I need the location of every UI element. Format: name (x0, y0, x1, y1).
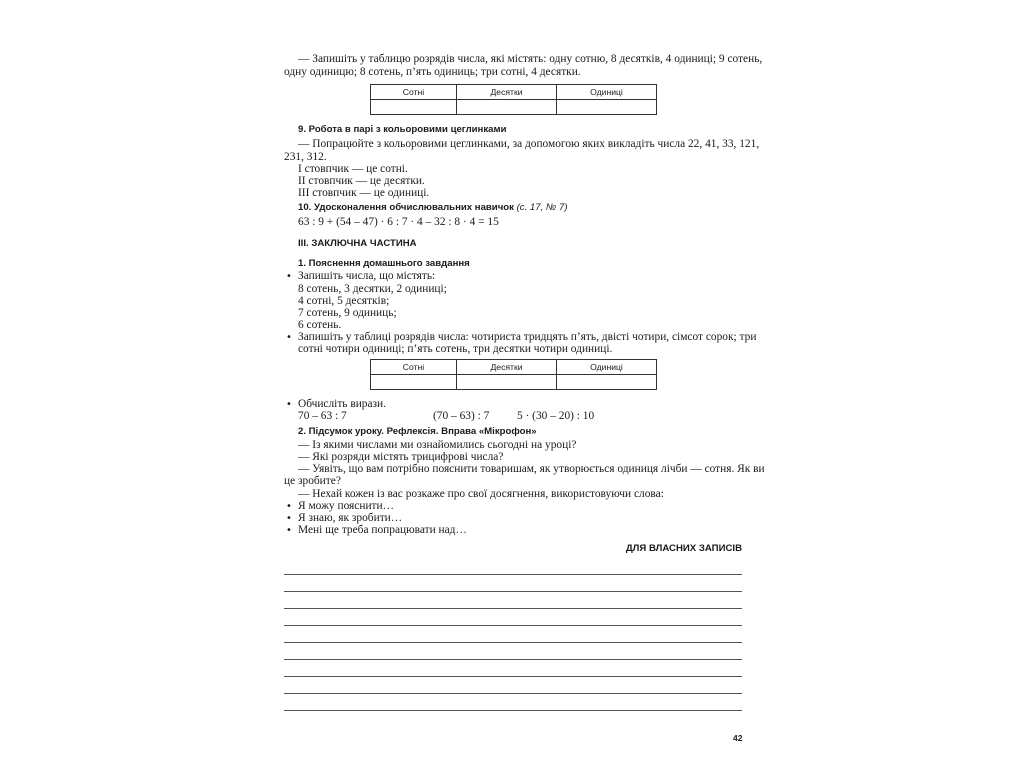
place-value-table-1 (370, 84, 657, 115)
expression-2: (70 – 63) : 7 (433, 410, 490, 422)
writing-line (284, 608, 742, 609)
writing-line (284, 710, 742, 711)
homework-bullet-1: Запишіть числа, що містять: (298, 270, 436, 282)
part-3-heading: ІІІ. ЗАКЛЮЧНА ЧАСТИНА (298, 238, 417, 249)
homework-bullet-2-line-2: сотні чотири одиниці; п’ять сотень, три десятки чотири одиниці. (298, 343, 613, 355)
writing-line (284, 642, 742, 643)
expression-3: 5 · (30 – 20) : 10 (517, 410, 595, 422)
table-cell (457, 375, 557, 390)
column-units-text: ІІІ стовпчик — це одиниці. (298, 187, 430, 199)
bullet-icon: • (286, 501, 292, 512)
bullet-icon: • (286, 271, 292, 282)
table-header-units: Одиниці (557, 360, 657, 375)
homework-item-2: 4 сотні, 5 десятків; (298, 295, 390, 307)
table-cell (557, 100, 657, 115)
column-hundreds-text: І стовпчик — це сотні. (298, 163, 408, 175)
section-10-reference: (с. 17, № 7) (516, 202, 568, 213)
summary-phrase-2: Я знаю, як зробити… (298, 512, 403, 524)
homework-heading: 1. Пояснення домашнього завдання (298, 258, 470, 269)
bullet-icon: • (286, 332, 292, 343)
writing-line (284, 625, 742, 626)
table-cell (371, 375, 457, 390)
table-cell (371, 100, 457, 115)
homework-item-3: 7 сотень, 9 одиниць; (298, 307, 397, 319)
summary-question-1: — Із якими числами ми ознайомились сьогодні на уроці? (298, 439, 577, 451)
expression-1: 70 – 63 : 7 (298, 410, 347, 422)
writing-line (284, 676, 742, 677)
bullet-icon: • (286, 525, 292, 536)
summary-heading: 2. Підсумок уроку. Рефлексія. Вправа «Мікрофон» (298, 426, 537, 437)
table-cell (557, 375, 657, 390)
summary-question-4: — Нехай кожен із вас розкаже про свої досягнення, використовуючи слова: (298, 488, 664, 500)
table-header-hundreds: Сотні (371, 360, 457, 375)
homework-bullet-2-line-1: Запишіть у таблиці розрядів числа: чотириста тридцять п’ять, двісті чотири, сімсот сорок; три (298, 331, 757, 343)
summary-phrase-1: Я можу пояснити… (298, 500, 395, 512)
section-10-title: 10. Удосконалення обчислювальних навичок (298, 202, 514, 213)
intro-line-2: одну одиницю; 8 сотень, п’ять одиниць; три сотні, 4 десятки. (284, 66, 581, 78)
table-header-units: Одиниці (557, 85, 657, 100)
section-9-line-2: 231, 312. (284, 151, 327, 163)
writing-line (284, 659, 742, 660)
column-tens-text: ІІ стовпчик — це десятки. (298, 175, 425, 187)
table-cell (457, 100, 557, 115)
summary-question-2: — Які розряди містять трицифрові числа? (298, 451, 504, 463)
intro-line-1: — Запишіть у таблицю розрядів числа, які містять: одну сотню, 8 десятків, 4 одиниці; 9 сотень, (298, 53, 763, 65)
section-10-expression: 63 : 9 + (54 – 47) · 6 : 7 · 4 – 32 : 8 · 4 = 15 (298, 216, 499, 228)
writing-line (284, 574, 742, 575)
section-9-line-1: — Попрацюйте з кольоровими цеглинками, за допомогою яких викладіть числа 22, 41, 33, 121, (298, 138, 760, 150)
table-header-hundreds: Сотні (371, 85, 457, 100)
bullet-icon: • (286, 513, 292, 524)
summary-question-3-line-2: це зробите? (284, 475, 341, 487)
notes-label: ДЛЯ ВЛАСНИХ ЗАПИСІВ (625, 543, 742, 554)
section-10-heading (298, 202, 568, 214)
homework-item-1: 8 сотень, 3 десятки, 2 одиниці; (298, 283, 447, 295)
table-header-tens: Десятки (457, 360, 557, 375)
homework-bullet-3: Обчисліть вирази. (298, 398, 387, 410)
writing-line (284, 693, 742, 694)
summary-question-3-line-1: — Уявіть, що вам потрібно пояснити товаришам, як утворюється одиниця лічби — сотня. Як ви (298, 463, 765, 475)
page-number: 42 (733, 733, 743, 743)
homework-item-4: 6 сотень. (298, 319, 342, 331)
summary-phrase-3: Мені ще треба попрацювати над… (298, 524, 467, 536)
writing-line (284, 591, 742, 592)
place-value-table-2 (370, 359, 657, 390)
section-9-heading: 9. Робота в парі з кольоровими цеглинками (298, 124, 507, 135)
bullet-icon: • (286, 399, 292, 410)
table-header-tens: Десятки (457, 85, 557, 100)
